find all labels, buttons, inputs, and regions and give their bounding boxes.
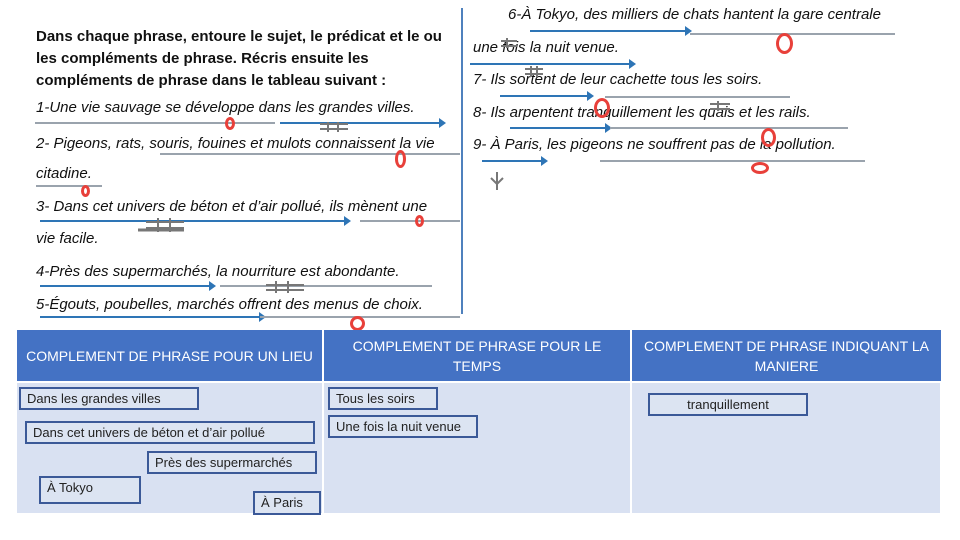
complement-arrow xyxy=(500,95,588,97)
sentence-9: 9- À Paris, les pigeons ne souffrent pas de la pollution. xyxy=(473,136,836,153)
predicate-underline xyxy=(605,96,790,98)
header-temps: COMPLEMENT DE PHRASE POUR LE TEMPS xyxy=(323,330,631,381)
predicate-underline xyxy=(690,33,895,35)
sentence-2-line-1: 2- Pigeons, rats, souris, fouines et mulots connaissent la vie xyxy=(36,135,435,152)
subject-circle xyxy=(776,33,793,54)
column-divider xyxy=(461,8,463,314)
sketch-mark-icon xyxy=(523,64,545,78)
predicate-underline xyxy=(610,127,848,129)
predicate-underline xyxy=(160,153,460,155)
sketch-mark-icon xyxy=(264,279,308,295)
complement-table xyxy=(17,330,942,513)
sentence-4: 4-Près des supermarchés, la nourriture est abondante. xyxy=(36,263,400,280)
complement-arrow xyxy=(280,122,440,124)
answer-lieu-4: À Tokyo xyxy=(39,476,141,504)
sentence-6-line-2: une fois la nuit venue. xyxy=(473,39,619,56)
subject-circle xyxy=(81,185,90,197)
subject-circle xyxy=(751,162,769,174)
complement-arrow xyxy=(40,220,345,222)
instruction-line-2: les compléments de phrase. Récris ensuite les xyxy=(36,50,369,67)
sketch-mark-icon xyxy=(318,120,352,134)
sentence-7: 7- Ils sortent de leur cachette tous les soirs. xyxy=(473,71,763,88)
answer-lieu-3: Près des supermarchés xyxy=(147,451,317,474)
cell-temps xyxy=(323,383,631,513)
complement-arrow xyxy=(470,63,630,65)
complement-arrow xyxy=(510,127,606,129)
complement-arrow xyxy=(40,285,210,287)
complement-arrow xyxy=(40,316,260,318)
sentence-5: 5-Égouts, poubelles, marchés offrent des menus de choix. xyxy=(36,296,423,313)
subject-circle xyxy=(415,215,424,227)
cell-lieu xyxy=(17,383,323,513)
sketch-mark-icon xyxy=(708,100,732,112)
answer-lieu-5: À Paris xyxy=(253,491,321,515)
subject-circle xyxy=(594,98,610,118)
sketch-mark-icon xyxy=(136,224,188,236)
answer-temps-2: Une fois la nuit venue xyxy=(328,415,478,438)
subject-circle xyxy=(761,128,776,147)
complement-arrow xyxy=(530,30,686,32)
answer-maniere-1: tranquillement xyxy=(648,393,808,416)
answer-temps-1: Tous les soirs xyxy=(328,387,438,410)
header-lieu: COMPLEMENT DE PHRASE POUR UN LIEU xyxy=(17,330,323,381)
predicate-underline xyxy=(35,122,275,124)
sketch-mark-icon xyxy=(488,170,506,192)
subject-circle xyxy=(395,150,406,168)
header-maniere: COMPLEMENT DE PHRASE INDIQUANT LA MANIERE xyxy=(631,330,941,381)
predicate-underline xyxy=(220,285,432,287)
answer-lieu-1: Dans les grandes villes xyxy=(19,387,199,410)
instruction-line-1: Dans chaque phrase, entoure le sujet, le prédicat et le ou xyxy=(36,28,442,45)
predicate-underline xyxy=(36,185,102,187)
sketch-mark-icon xyxy=(499,37,519,49)
sentence-1: 1-Une vie sauvage se développe dans les grandes villes. xyxy=(36,99,415,116)
instruction-line-3: compléments de phrase dans le tableau suivant : xyxy=(36,72,387,89)
subject-circle xyxy=(225,117,235,130)
sentence-3-line-1: 3- Dans cet univers de béton et d’air pollué, ils mènent une xyxy=(36,198,428,215)
sentence-3-line-2: vie facile. xyxy=(36,230,99,247)
subject-circle xyxy=(350,316,365,331)
complement-arrow xyxy=(482,160,542,162)
answer-lieu-2: Dans cet univers de béton et d’air pollué xyxy=(25,421,315,444)
predicate-underline xyxy=(360,220,460,222)
predicate-underline xyxy=(600,160,865,162)
sentence-6-line-1: 6-À Tokyo, des milliers de chats hantent la gare centrale xyxy=(508,6,881,23)
sentence-2-line-2: citadine. xyxy=(36,165,92,182)
cell-maniere xyxy=(631,383,941,513)
sentence-8: 8- Ils arpentent tranquillement les quais et les rails. xyxy=(473,104,811,121)
